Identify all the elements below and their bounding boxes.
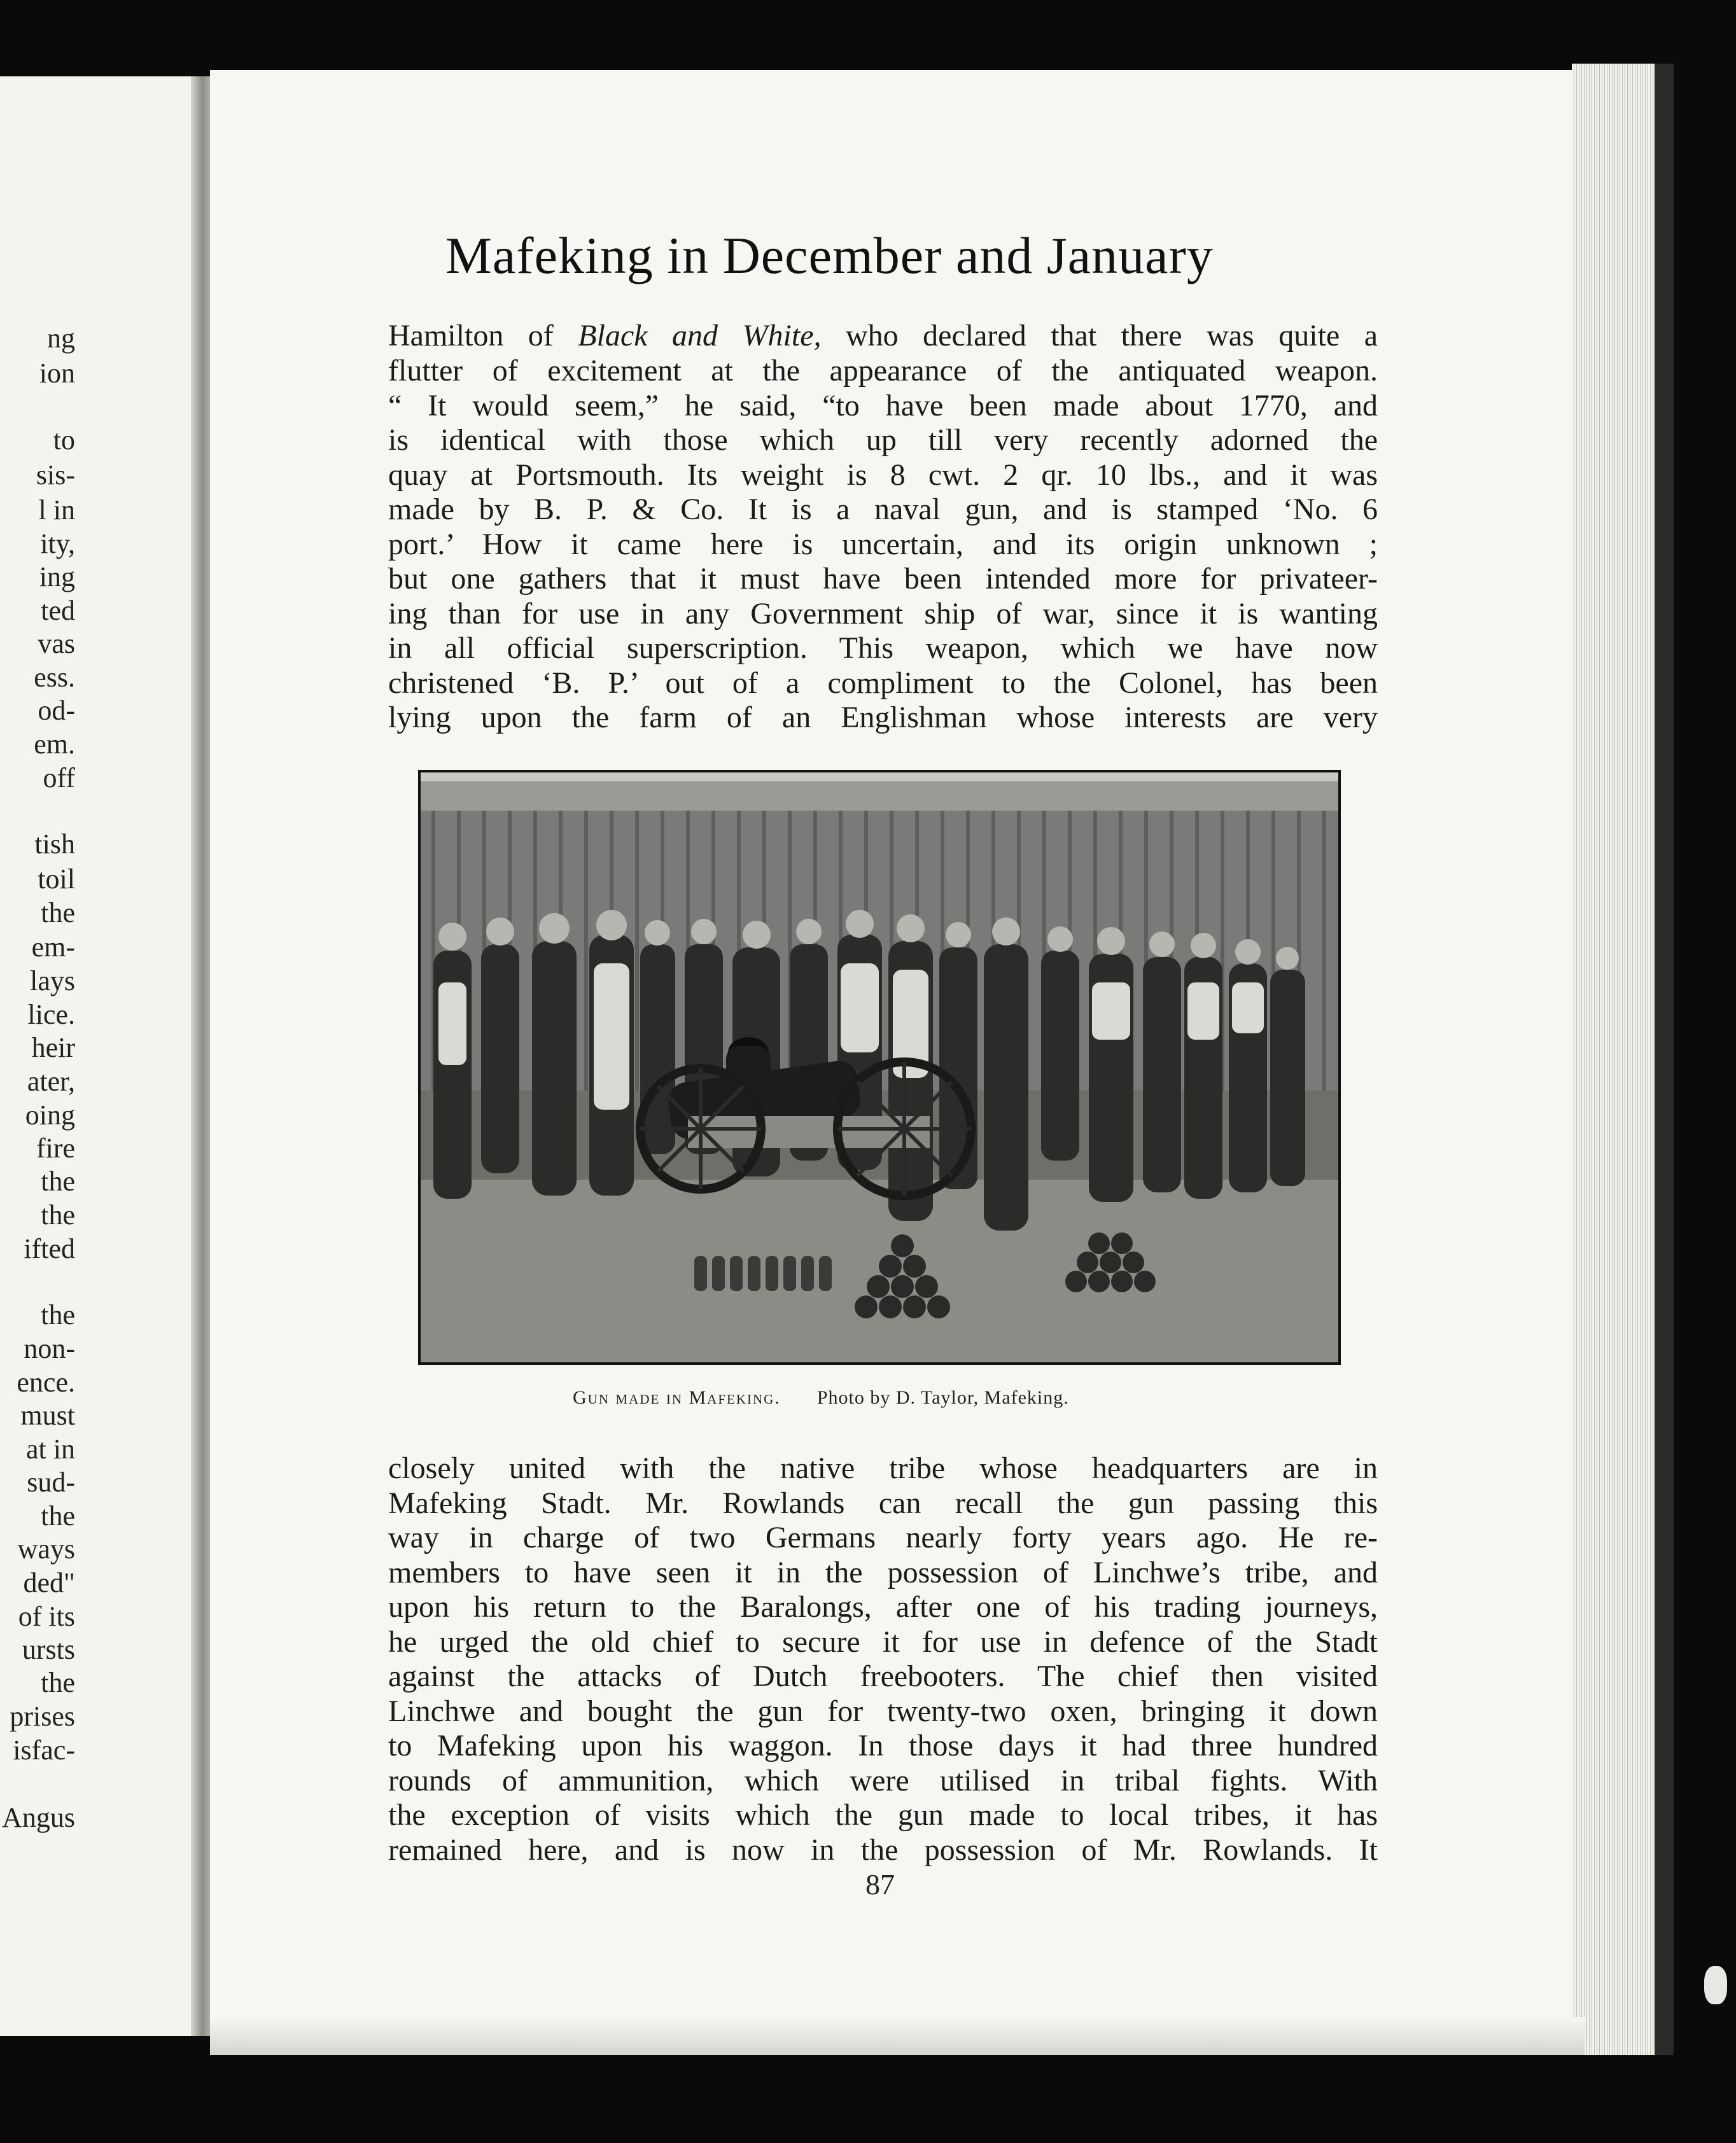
paragraph-line: against the attacks of Dutch freebooters. The chief then visited xyxy=(388,1659,1378,1693)
paragraph-line: rounds of ammunition, which were utilised in tribal fights. With xyxy=(388,1763,1378,1797)
left-page-fragment: must xyxy=(20,1400,75,1431)
left-page-fragment: the xyxy=(41,897,75,928)
left-page-fragment: ursts xyxy=(22,1634,75,1665)
left-page-fragment: toil xyxy=(38,863,75,895)
paragraph-line: in all official superscription. This weapon, which we have now xyxy=(388,631,1378,665)
paragraph-line: remained here, and is now in the possession of Mr. Rowlands. It xyxy=(388,1832,1378,1867)
left-page-fragment: ence. xyxy=(17,1367,75,1398)
paragraph-line: is identical with those which up till very recently adorned the xyxy=(388,423,1378,457)
paragraph-line: lying upon the farm of an Englishman whose interests are very xyxy=(388,701,1378,734)
left-page-fragment: the xyxy=(41,1500,75,1532)
left-page-fragment: ion xyxy=(39,358,75,389)
left-page-fragment: ity, xyxy=(40,528,75,559)
left-page-fragment: at in xyxy=(26,1434,75,1465)
page-number: 87 xyxy=(865,1868,895,1901)
left-page-fragment: the xyxy=(41,1667,75,1698)
paragraph-line xyxy=(388,318,1378,354)
left-page-fragment: prises xyxy=(10,1701,75,1732)
paragraph-line: quay at Portsmouth. Its weight is 8 cwt. 2 qr. 10 lbs., and it was xyxy=(388,457,1378,492)
line-text: who declared that there was quite a xyxy=(821,319,1378,353)
paragraph-line: flutter of excitement at the appearance of the antiquated weapon. xyxy=(388,354,1378,387)
paragraph-line: Mafeking Stadt. Mr. Rowlands can recall the gun passing this xyxy=(388,1486,1378,1520)
left-page-fragment: ways xyxy=(17,1533,75,1565)
page-edge-shadow xyxy=(1655,64,1674,2055)
paragraph-line: but one gathers that it must have been intended more for privateer- xyxy=(388,562,1378,596)
photo-scene xyxy=(421,772,1338,1362)
left-page-fragment: non- xyxy=(24,1333,75,1364)
left-page-fragment: ess. xyxy=(34,662,75,693)
left-page-fragment: the xyxy=(41,1199,75,1231)
left-page-fragment: l in xyxy=(38,494,75,526)
paragraph-line: christened ‘B. P.’ out of a compliment to the Colonel, has been xyxy=(388,666,1378,700)
left-page-fragment: sud- xyxy=(27,1467,75,1498)
paragraph-line: way in charge of two Germans nearly forty years ago. He re- xyxy=(388,1521,1378,1554)
caption-title: Gun made in Mafeking. xyxy=(573,1387,781,1408)
left-page-fragment: isfac- xyxy=(13,1735,75,1766)
left-page-fragment: ater, xyxy=(27,1066,75,1097)
line-text: Hamilton of xyxy=(388,319,578,353)
left-page-fragment: the xyxy=(41,1166,75,1197)
left-page-fragment: ded" xyxy=(23,1567,75,1598)
paragraph-line: ing than for use in any Government ship of war, since it is wanting xyxy=(388,596,1378,631)
page-edges xyxy=(1572,64,1667,2055)
paragraph-line: he urged the old chief to secure it for use in defence of the Stadt xyxy=(388,1624,1378,1659)
left-page-fragment: tish xyxy=(34,828,75,860)
paragraph-line: the exception of visits which the gun made to local tribes, it has xyxy=(388,1798,1378,1832)
paragraph-line: made by B. P. & Co. It is a naval gun, and is stamped ‘No. 6 xyxy=(388,492,1378,526)
paragraph-line: “ It would seem,” he said, “to have been made about 1770, and xyxy=(388,388,1378,422)
page-title: Mafeking in December and January xyxy=(445,227,1214,284)
left-page-fragment: lice. xyxy=(27,999,75,1030)
left-page-fragment: od- xyxy=(38,695,75,726)
left-page-fragment: vas xyxy=(38,628,75,659)
left-page-fragment: to xyxy=(53,424,75,456)
left-page-fragment: Angus xyxy=(2,1802,75,1833)
caption-credit: Photo by D. Taylor, Mafeking. xyxy=(816,1387,1069,1408)
left-page-fragment: ng xyxy=(47,323,75,354)
left-page-fragment: sis- xyxy=(36,459,75,491)
photo-caption xyxy=(573,1387,1069,1409)
paragraph-line: upon his return to the Baralongs, after one of his trading journeys, xyxy=(388,1590,1378,1624)
left-page-fragment: heir xyxy=(31,1032,75,1063)
left-page-fragment: em- xyxy=(31,932,75,963)
left-page-fragment: ifted xyxy=(24,1233,75,1264)
left-page-fragment: lays xyxy=(30,965,75,996)
left-page-fragment: off xyxy=(43,762,75,793)
page-bottom-curve xyxy=(210,2017,1585,2055)
paragraph-line: to Mafeking upon his waggon. In those days it had three hundred xyxy=(388,1729,1378,1763)
paragraph-line: closely united with the native tribe whose headquarters are in xyxy=(388,1451,1378,1485)
left-page-fragment: fire xyxy=(36,1133,75,1164)
left-page-fragment: ing xyxy=(39,561,75,592)
paragraph-line: port.’ How it came here is uncertain, and its origin unknown ; xyxy=(388,527,1378,561)
left-page-fragment: the xyxy=(41,1299,75,1330)
left-page-fragment: em. xyxy=(34,729,75,760)
paper-blemish xyxy=(1704,1966,1727,2004)
paragraph-line: members to have seen it in the possession of Linchwe’s tribe, and xyxy=(388,1555,1378,1589)
paragraph-line: Linchwe and bought the gun for twenty-two oxen, bringing it down xyxy=(388,1694,1378,1728)
publication-name: Black and White, xyxy=(578,319,822,353)
left-page-fragment: of its xyxy=(18,1601,75,1632)
photograph xyxy=(418,770,1341,1365)
left-page-fragment: ted xyxy=(41,595,75,626)
left-page-fragment: oing xyxy=(25,1099,75,1131)
